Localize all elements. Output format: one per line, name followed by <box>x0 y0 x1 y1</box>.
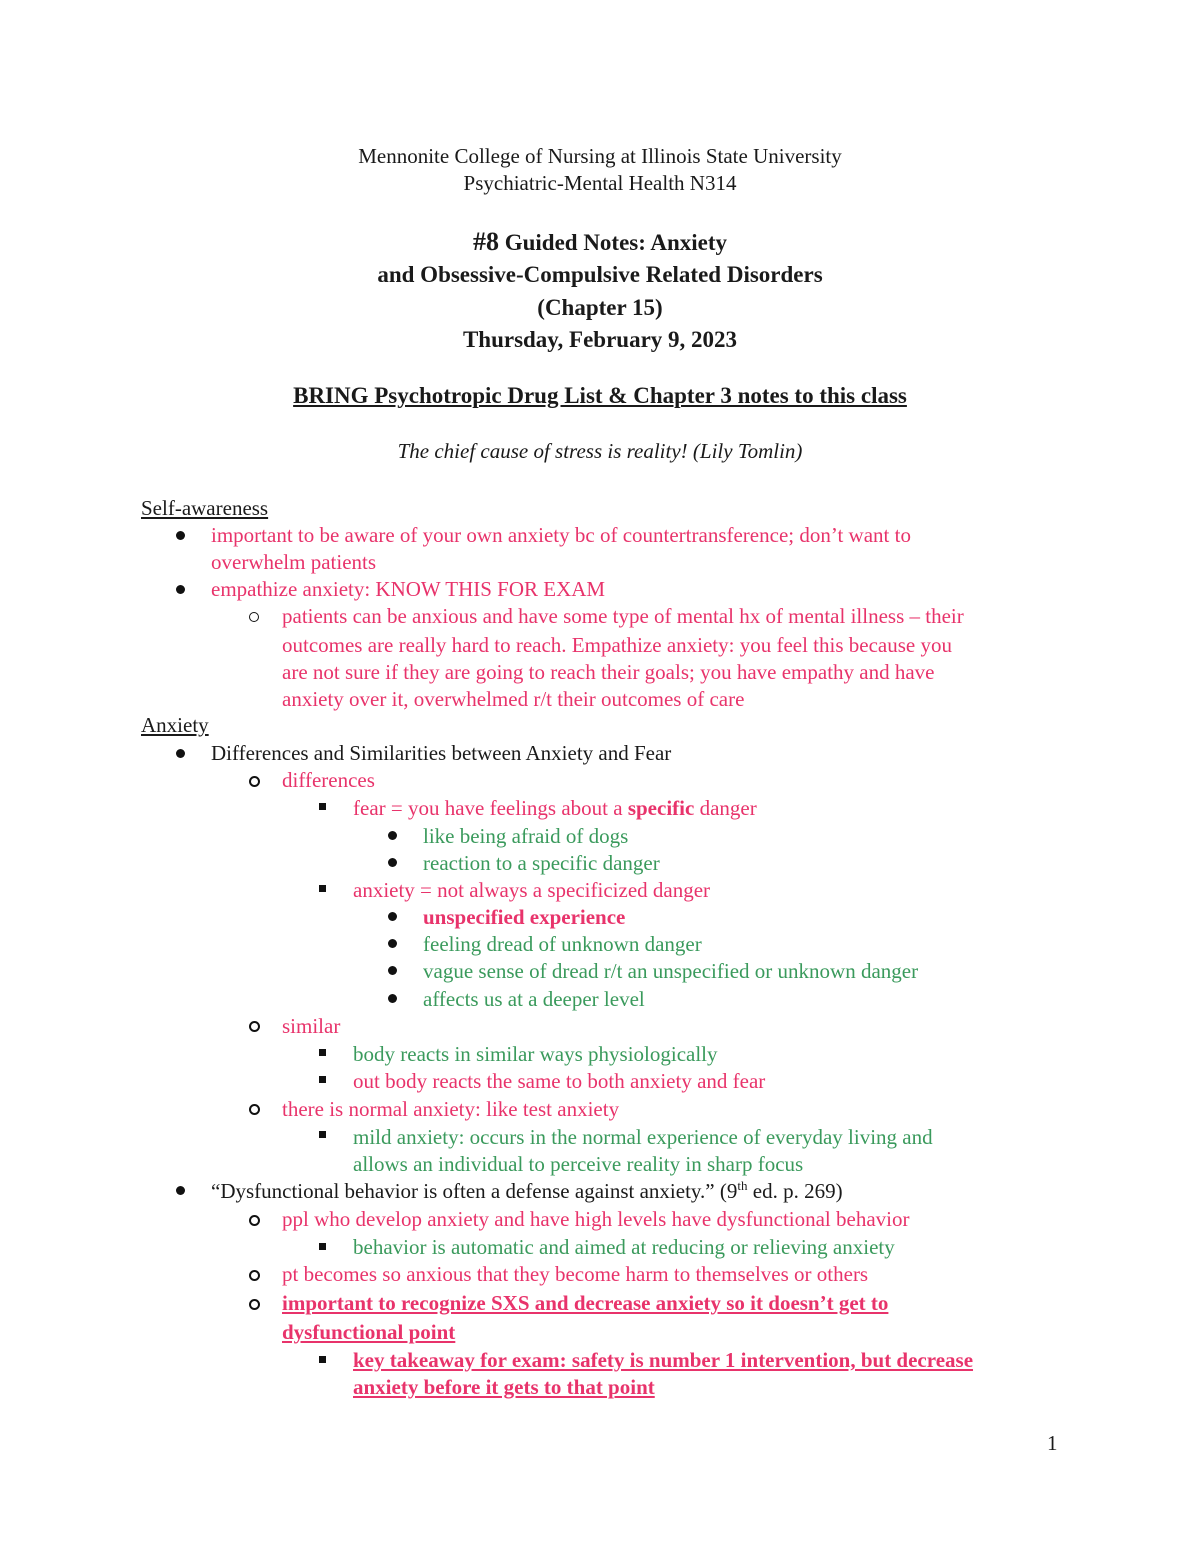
list-item-continuation: anxiety before it gets to that point <box>353 1375 655 1399</box>
bring-notice <box>0 383 1200 409</box>
bullet-circle-icon <box>249 612 259 622</box>
bullet-dot-icon <box>176 1186 185 1195</box>
dys-superscript: th <box>737 1178 748 1193</box>
bullet-square-icon <box>319 1356 326 1363</box>
bullet-dot-icon <box>388 966 397 975</box>
bullet-dot-icon <box>176 531 185 540</box>
bullet-square-icon <box>319 1131 326 1138</box>
quote-line: The chief cause of stress is reality! (Lily Tomlin) <box>397 439 803 463</box>
list-item: ppl who develop anxiety and have high levels have dysfunctional behavior <box>282 1207 910 1231</box>
title-text: Guided Notes: Anxiety <box>498 230 728 255</box>
bullet-dot-icon <box>388 912 397 921</box>
list-item: mild anxiety: occurs in the normal experience of everyday living and <box>353 1125 933 1149</box>
list-item: similar <box>282 1014 341 1038</box>
list-item-continuation: outcomes are really hard to reach. Empathize anxiety: you feel this because you <box>282 633 952 657</box>
bullet-dot-icon <box>176 585 185 594</box>
list-item-key-takeaway: key takeaway for exam: safety is number 1 intervention, but decrease <box>353 1348 974 1372</box>
institution-line: Mennonite College of Nursing at Illinois State University <box>358 144 842 168</box>
page-number: 1 <box>1047 1431 1058 1455</box>
list-item: reaction to a specific danger <box>423 851 660 875</box>
list-item-dysfunctional <box>211 1178 843 1205</box>
list-item: anxiety = not always a specificized danger <box>353 878 711 902</box>
doc-title-line1 <box>0 226 1200 259</box>
bullet-square-icon <box>319 885 326 892</box>
list-item: important to be aware of your own anxiety bc of countertransference; don’t want to <box>211 523 911 547</box>
bullet-dot-icon <box>388 858 397 867</box>
bullet-square-icon <box>319 803 326 810</box>
list-item: out body reacts the same to both anxiety and fear <box>353 1069 766 1093</box>
list-item: behavior is automatic and aimed at reducing or relieving anxiety <box>353 1235 895 1259</box>
fear-text: fear = you have feelings about a <box>353 796 628 820</box>
fear-emphasis: specific <box>627 796 695 820</box>
list-item: empathize anxiety: KNOW THIS FOR EXAM <box>211 577 606 601</box>
list-item: like being afraid of dogs <box>423 824 629 848</box>
list-item: body reacts in similar ways physiologically <box>353 1042 718 1066</box>
list-item: Differences and Similarities between Anxiety and Fear <box>211 741 672 765</box>
list-item: differences <box>282 768 375 792</box>
bullet-square-icon <box>319 1076 326 1083</box>
list-item-continuation: dysfunctional point <box>282 1320 456 1344</box>
bullet-circle-icon <box>249 1270 260 1281</box>
list-item-continuation: overwhelm patients <box>211 550 377 574</box>
dys-quote-text: “Dysfunctional behavior is often a defense against anxiety.” (9 <box>211 1179 738 1203</box>
bullet-dot-icon <box>388 994 397 1003</box>
bullet-square-icon <box>319 1049 326 1056</box>
list-item-continuation: anxiety over it, overwhelmed r/t their outcomes of care <box>282 687 745 711</box>
list-item: patients can be anxious and have some type of mental hx of mental illness – their <box>282 604 964 628</box>
bullet-dot-icon <box>388 939 397 948</box>
fear-text-end: danger <box>694 796 757 820</box>
bullet-circle-icon <box>249 1215 260 1226</box>
section-heading-anxiety: Anxiety <box>141 713 209 737</box>
section-heading-self-awareness: Self-awareness <box>141 496 269 520</box>
title-number: #8 <box>472 227 499 256</box>
doc-date: Thursday, February 9, 2023 <box>462 327 738 352</box>
bullet-circle-icon <box>249 1104 260 1115</box>
bullet-circle-icon <box>249 776 260 787</box>
list-item: unspecified experience <box>423 905 626 929</box>
list-item-fear <box>353 795 757 822</box>
list-item: feeling dread of unknown danger <box>423 932 702 956</box>
course-line: Psychiatric-Mental Health N314 <box>463 171 737 195</box>
bullet-dot-icon <box>176 749 185 758</box>
list-item: pt becomes so anxious that they become harm to themselves or others <box>282 1262 869 1286</box>
list-item: there is normal anxiety: like test anxiety <box>282 1097 620 1121</box>
bullet-circle-icon <box>249 1021 260 1032</box>
list-item-important: important to recognize SXS and decrease anxiety so it doesn’t get to <box>282 1291 889 1315</box>
list-item: affects us at a deeper level <box>423 987 645 1011</box>
bullet-square-icon <box>319 1243 326 1250</box>
dys-citation: ed. p. 269) <box>747 1179 843 1203</box>
bring-text: BRING Psychotropic Drug List & Chapter 3 notes to this class <box>293 383 907 408</box>
list-item-continuation: are not sure if they are going to reach their goals; you have empathy and have <box>282 660 935 684</box>
bullet-dot-icon <box>388 831 397 840</box>
list-item-continuation: allows an individual to perceive reality in sharp focus <box>353 1152 804 1176</box>
bullet-circle-icon <box>249 1299 260 1310</box>
doc-title-line3: (Chapter 15) <box>537 295 663 320</box>
list-item: vague sense of dread r/t an unspecified or unknown danger <box>423 959 919 983</box>
doc-title-line2: and Obsessive-Compulsive Related Disorders <box>377 262 823 287</box>
